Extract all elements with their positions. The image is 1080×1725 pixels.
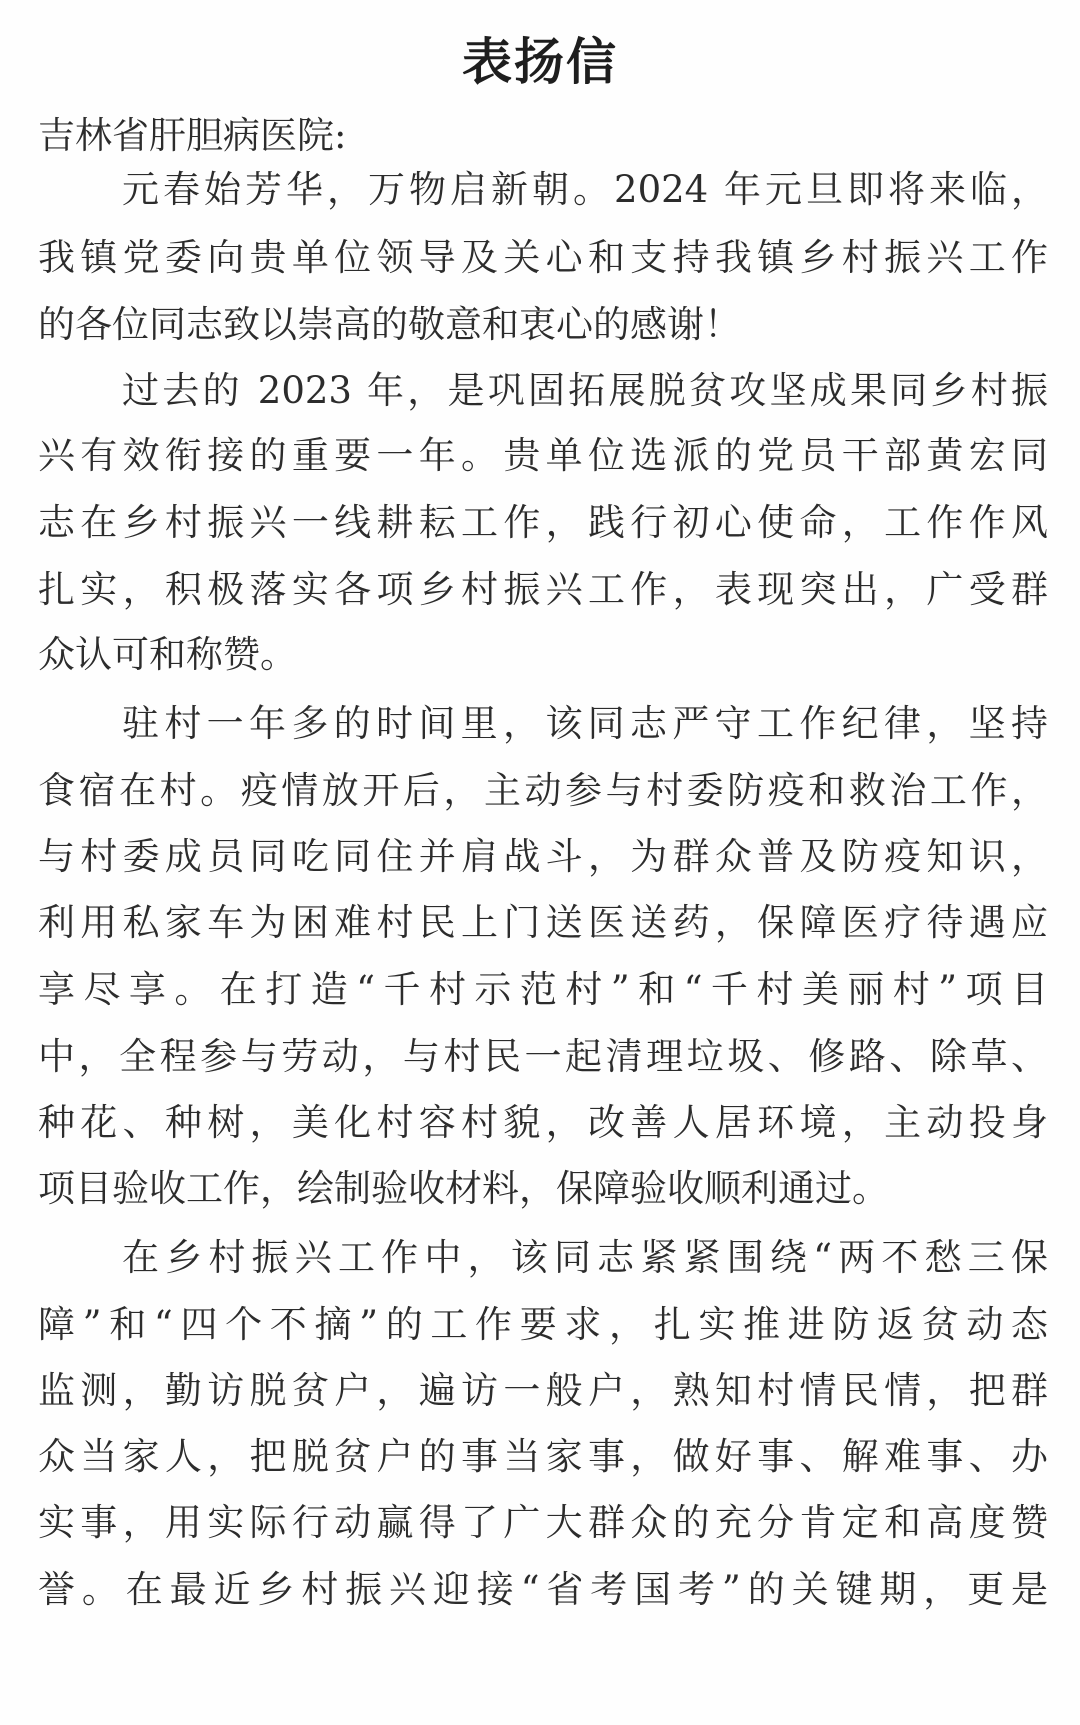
paragraph-line: 食宿在村。疫情放开后，主动参与村委防疫和救治工作， [38,769,1048,812]
paragraph-line: 实事，用实际行动赢得了广大群众的充分肯定和高度赞 [38,1501,1048,1544]
paragraph-line: 兴有效衔接的重要一年。贵单位选派的党员干部黄宏同 [38,434,1048,477]
paragraph-line: 享尽享。在打造“千村示范村”和“千村美丽村”项目 [38,968,1048,1011]
paragraph-line: 项目验收工作，绘制验收材料，保障验收顺利通过。 [38,1167,889,1210]
paragraph-line: 扎实，积极落实各项乡村振兴工作，表现突出，广受群 [38,568,1048,611]
paragraph-line: 与村委成员同吃同住并肩战斗，为群众普及防疫知识， [38,835,1048,878]
page-title: 表扬信 [462,33,618,91]
paragraph-line: 志在乡村振兴一线耕耘工作，践行初心使命，工作作风 [38,501,1048,544]
paragraph-line: 过去的 2023 年，是巩固拓展脱贫攻坚成果同乡村振 [122,369,1048,412]
paragraph-line: 障”和“四个不摘”的工作要求，扎实推进防返贫动态 [38,1303,1048,1346]
paragraph-line: 中，全程参与劳动，与村民一起清理垃圾、修路、除草、 [38,1035,1048,1078]
paragraph-line: 在乡村振兴工作中，该同志紧紧围绕“两不愁三保 [122,1236,1048,1279]
salutation: 吉林省肝胆病医院: [38,114,347,157]
paragraph-line: 元春始芳华，万物启新朝。2024 年元旦即将来临， [122,168,1048,211]
paragraph-line: 誉。在最近乡村振兴迎接“省考国考”的关键期，更是 [38,1568,1048,1611]
paragraph-line: 种花、种树，美化村容村貌，改善人居环境，主动投身 [38,1101,1048,1144]
paragraph-line: 的各位同志致以崇高的敬意和衷心的感谢！ [38,303,741,346]
paragraph-line: 众当家人，把脱贫户的事当家事，做好事、解难事、办 [38,1435,1048,1478]
paragraph-line: 我镇党委向贵单位领导及关心和支持我镇乡村振兴工作 [38,236,1048,279]
paragraph-line: 监测，勤访脱贫户，遍访一般户，熟知村情民情，把群 [38,1369,1048,1412]
paragraph-line: 驻村一年多的时间里，该同志严守工作纪律，坚持 [122,702,1048,745]
paragraph-line: 众认可和称赞。 [38,633,297,676]
paragraph-line: 利用私家车为困难村民上门送医送药，保障医疗待遇应 [38,901,1048,944]
